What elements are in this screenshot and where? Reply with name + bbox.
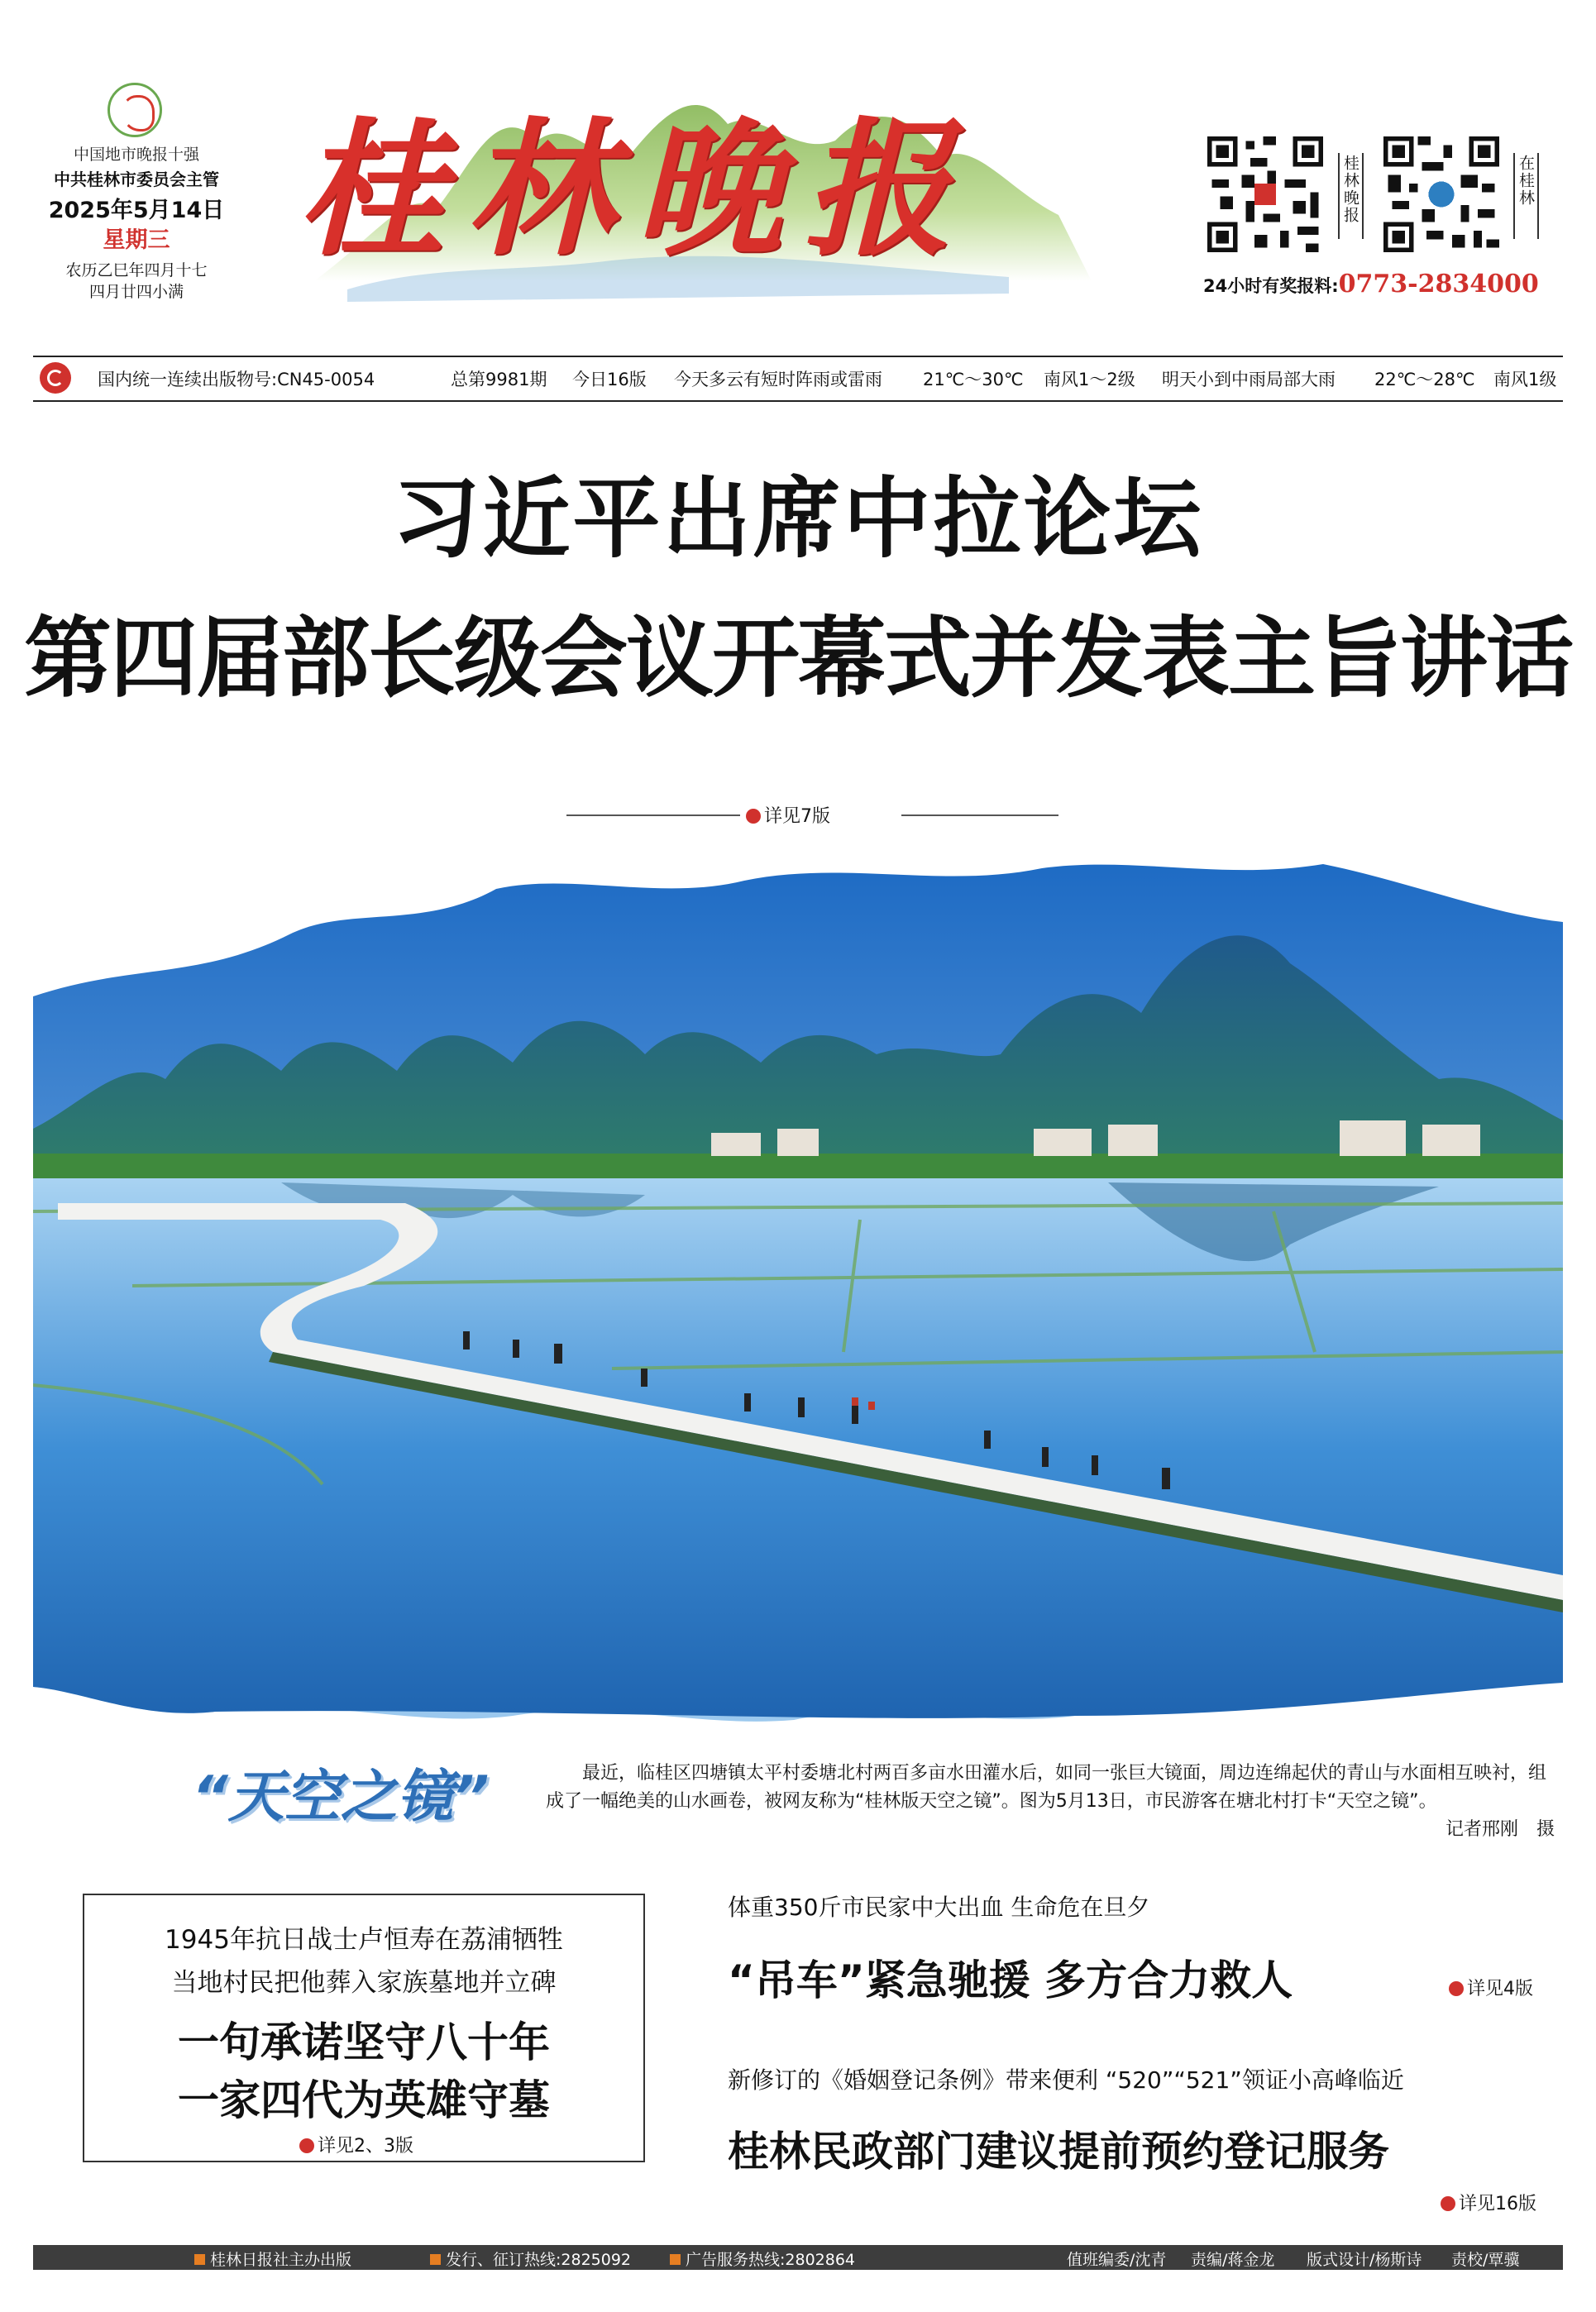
footer-publisher: 桂林日报社主办出版 (194, 2248, 351, 2270)
box-story-headline-1[interactable]: 一句承诺坚守八十年 (178, 2018, 550, 2066)
weather-today: 今天多云有短时阵雨或雷雨 (674, 370, 882, 389)
divider (33, 356, 1563, 357)
masthead-info (33, 146, 240, 302)
qr-code-icon[interactable] (1203, 132, 1327, 256)
footer-editor: 责编/蒋金龙 (1191, 2251, 1275, 2269)
divider (566, 814, 740, 816)
news-tip-hotline (1203, 270, 1539, 299)
story-rescue-subhead: 体重350斤市民家中大出血 生命危在旦夕 (728, 1894, 1150, 1921)
wind-today: 南风1～2级 (1044, 370, 1135, 389)
supervisor: 中共桂林市委员会主管 (54, 169, 219, 189)
footer-ads: 广告服务热线:2802864 (670, 2248, 855, 2270)
newspaper-emblem-icon (108, 83, 162, 137)
footer-designer: 版式设计/杨斯诗 (1307, 2251, 1422, 2269)
issue-date: 2025年5月14日 (48, 197, 225, 223)
bullet-icon (1441, 2196, 1455, 2211)
story-marriage-headline[interactable]: 桂林民政部门建议提前预约登记服务 (728, 2128, 1389, 2176)
qr-label-guilin-evening: 桂林晚报 (1338, 153, 1364, 239)
box-story-page-ref-label: 详见2、3版 (318, 2136, 413, 2157)
story-marriage-subhead: 新修订的《婚姻登记条例》带来便利 “520”“521”领证小高峰临近 (728, 2066, 1404, 2094)
lead-headline-line-2[interactable]: 第四届部长级会议开幕式并发表主旨讲话 (24, 608, 1572, 709)
weather-tomorrow: 明天小到中雨局部大雨 (1162, 370, 1336, 389)
photo-credit: 记者邢刚 摄 (1445, 1819, 1555, 1840)
lunar-date: 农历乙巳年四月十七 (65, 260, 208, 279)
box-story-subhead-1: 1945年抗日战士卢恒寿在荔浦牺牲 (165, 1925, 563, 1955)
lead-page-ref[interactable] (746, 802, 830, 828)
square-bullet-icon (430, 2254, 441, 2265)
story-marriage-page-ref[interactable] (1441, 2190, 1536, 2215)
photo-title: “天空之镜” (192, 1765, 490, 1830)
footer-proofreader: 责校/覃骥 (1451, 2251, 1520, 2269)
bullet-icon (299, 2138, 314, 2153)
page-count: 今日16版 (572, 370, 647, 389)
story-rescue-headline[interactable]: “吊车”紧急驰援 多方合力救人 (728, 1956, 1293, 2004)
temperature-today: 21℃～30℃ (923, 370, 1024, 389)
square-bullet-icon (194, 2254, 205, 2265)
square-bullet-icon (670, 2254, 681, 2265)
photo-caption (546, 1760, 1555, 1844)
divider (33, 400, 1563, 402)
bullet-icon (746, 809, 761, 824)
hotline-label: 24小时有奖报料: (1203, 276, 1339, 296)
qr-label-in-guilin: 在桂林 (1513, 153, 1539, 239)
hotline-number[interactable]: 0773-2834000 (1338, 270, 1539, 299)
weekday: 星期三 (103, 227, 170, 254)
story-marriage-page-ref-label: 详见16版 (1459, 2194, 1536, 2214)
box-story-headline-2[interactable]: 一家四代为英雄守墓 (178, 2076, 550, 2124)
qr-code-icon[interactable] (1379, 132, 1503, 256)
story-rescue-page-ref[interactable] (1449, 1975, 1533, 2000)
sky-mirror-photo[interactable] (33, 856, 1563, 1728)
wind-tomorrow: 南风1级 (1493, 370, 1557, 389)
lead-headline-line-1[interactable]: 习近平出席中拉论坛 (392, 468, 1204, 570)
photo-caption-text: 最近，临桂区四塘镇太平村委塘北村两百多亩水田灌水后，如同一张巨大镜面，周边连绵起伏的青山与水面相互映衬，组成了一幅绝美的山水画卷，被网友称为“桂林版天空之镜”。图为5月13日，市民游客在塘北村打卡“天空之镜”。 (546, 1763, 1547, 1812)
footer-editor-on-duty: 值班编委/沈青 (1067, 2251, 1167, 2269)
divider (901, 814, 1058, 816)
tagline: 中国地市晚报十强 (73, 146, 199, 164)
box-story-subhead-2: 当地村民把他葬入家族墓地并立碑 (171, 1968, 557, 1998)
publication-number: 国内统一连续出版物号:CN45-0054 (98, 370, 375, 389)
masthead-logo (265, 66, 1133, 314)
bullet-icon (1449, 1981, 1464, 1996)
solar-term: 四月廿四小满 (88, 283, 184, 302)
story-rescue-page-ref-label: 详见4版 (1467, 1979, 1533, 1999)
temperature-tomorrow: 22℃～28℃ (1374, 370, 1475, 389)
issue-number: 总第9981期 (451, 370, 547, 389)
lead-page-ref-label: 详见7版 (764, 806, 830, 827)
footer-subscription: 发行、征订热线:2825092 (430, 2248, 631, 2270)
box-story-page-ref[interactable] (299, 2132, 413, 2157)
masthead-title: 桂林晚报 (298, 103, 972, 275)
footer-bar (33, 2245, 1563, 2270)
paper-logo-icon (40, 362, 71, 394)
